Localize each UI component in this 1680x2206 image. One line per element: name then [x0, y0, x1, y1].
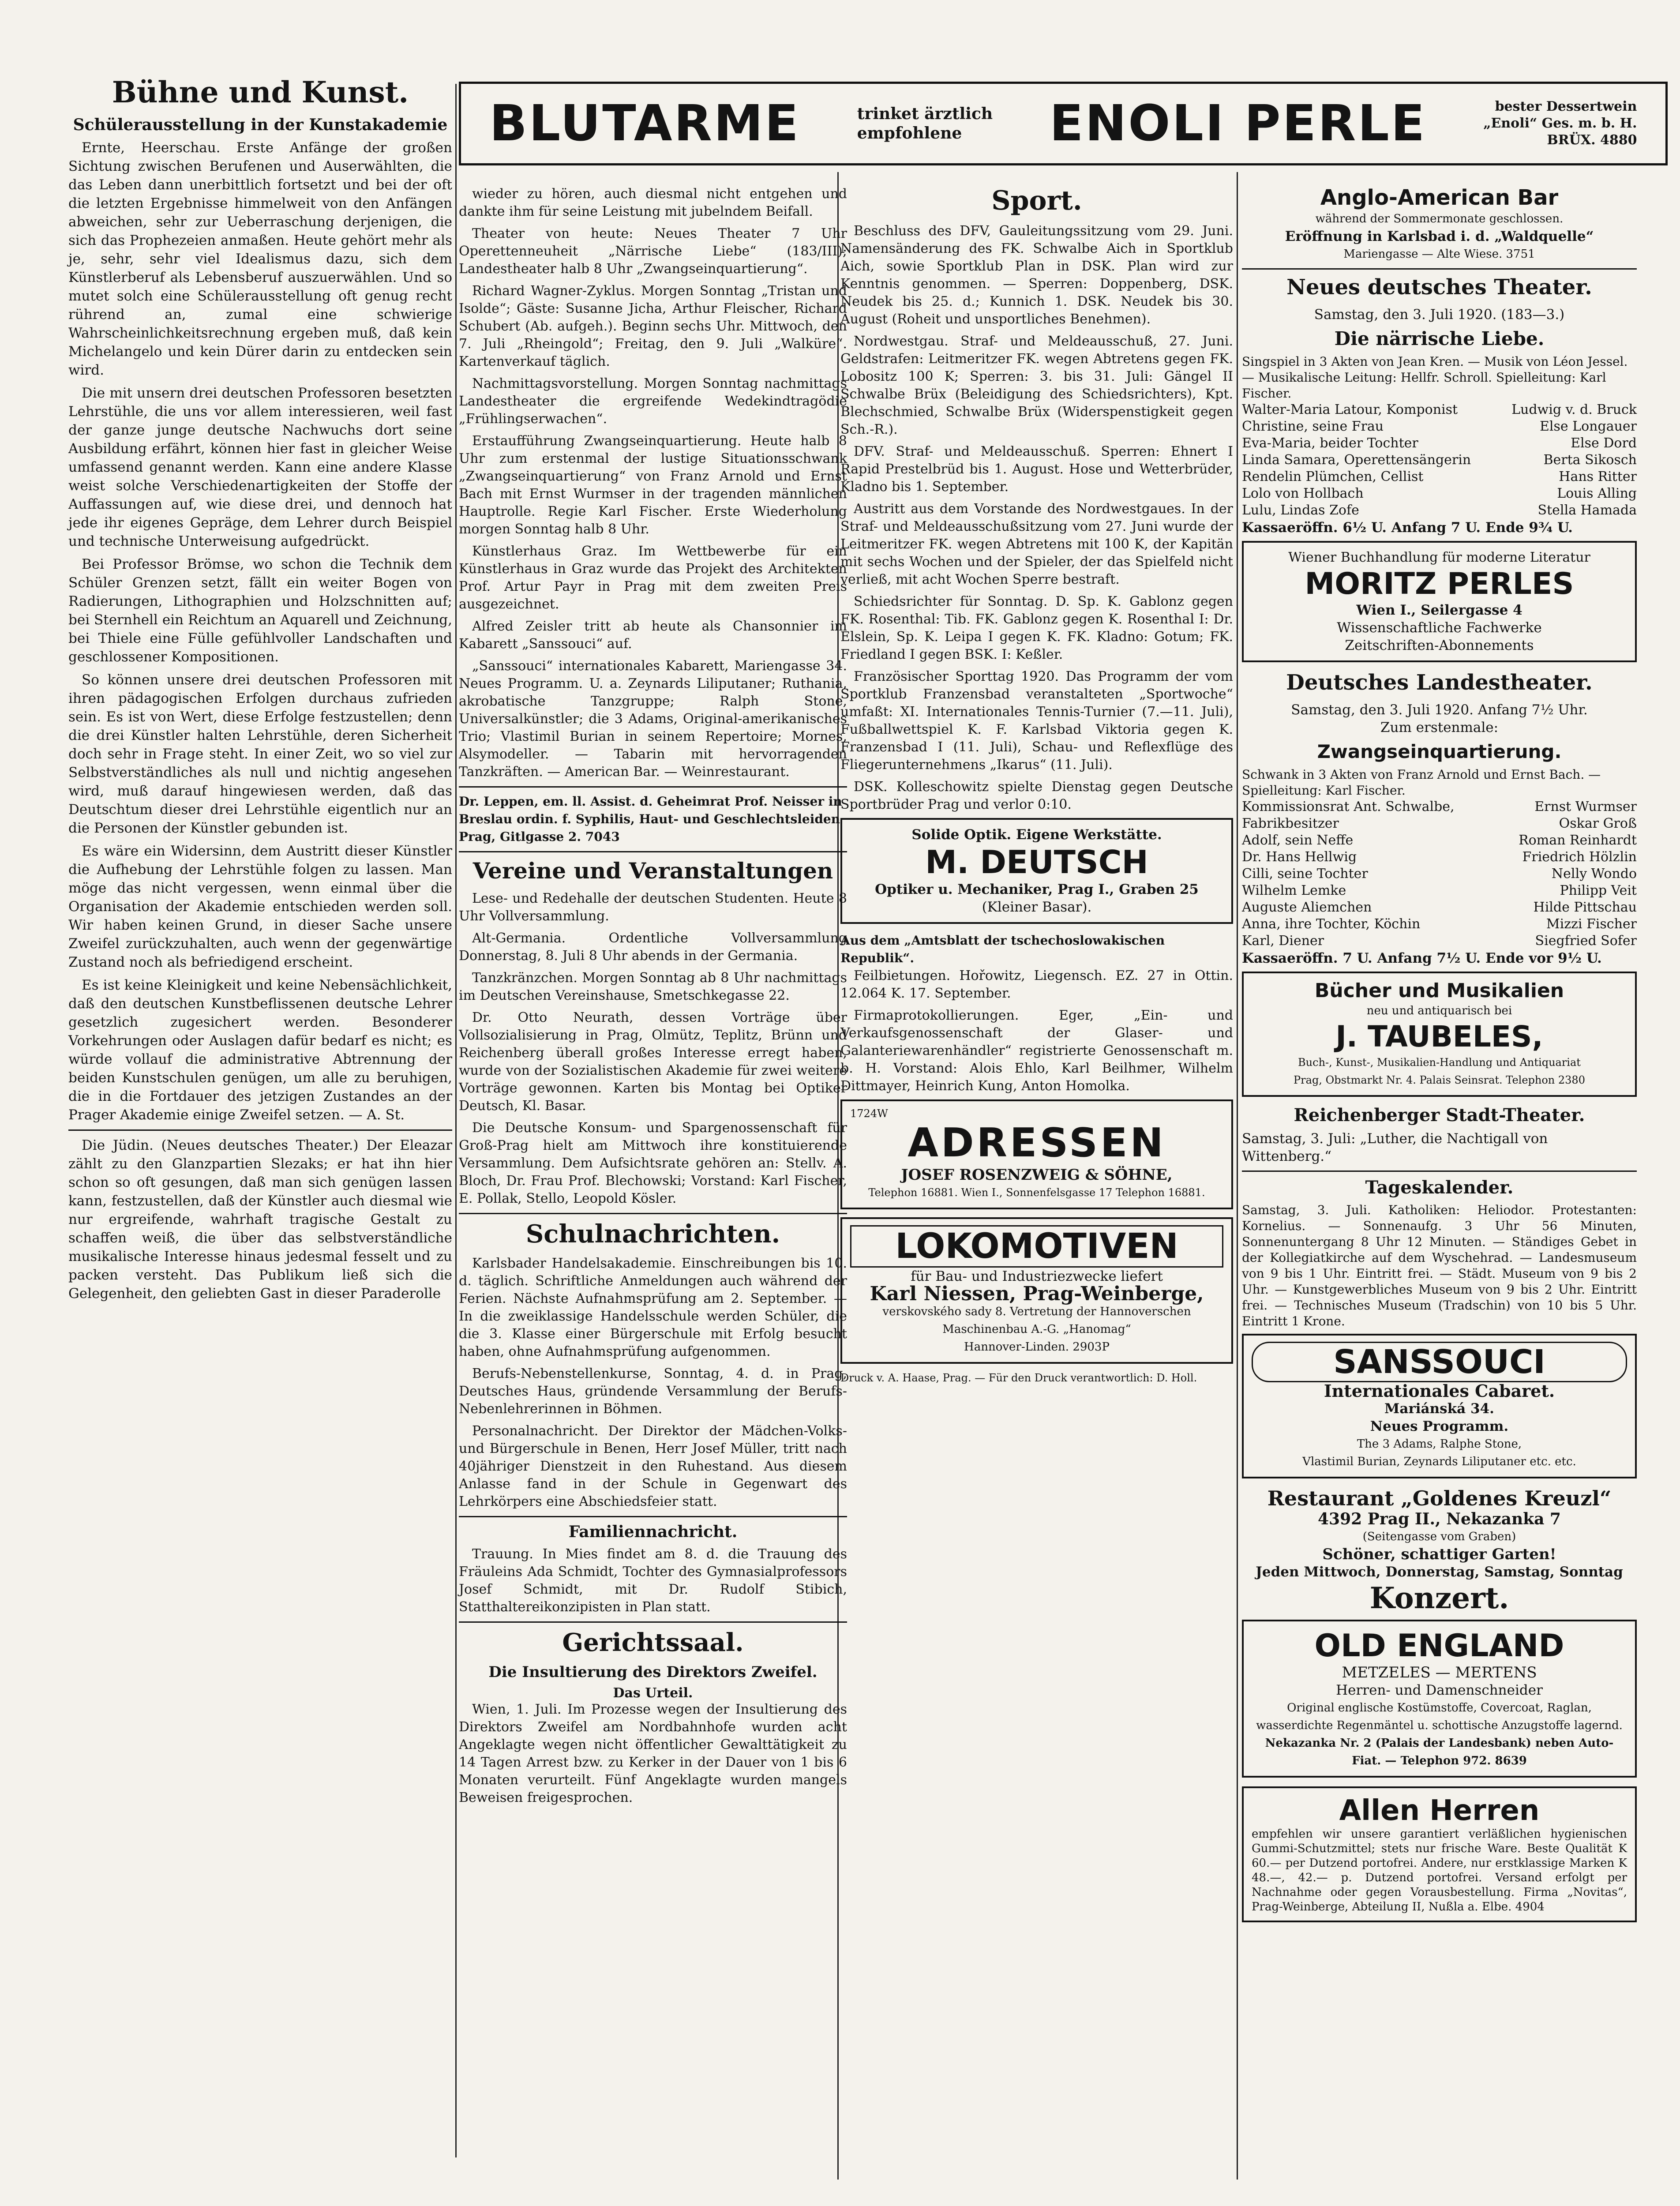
ad-line: Jeden Mittwoch, Donnerstag, Samstag, Sonntag: [1256, 1564, 1623, 1580]
ad-allen-herren: [1242, 1786, 1637, 1922]
ad-sanssouci: [1242, 1334, 1637, 1478]
column-rule: [455, 84, 457, 2157]
ad-brand: M. DEUTSCH: [925, 844, 1148, 881]
cast-row: [1242, 401, 1637, 418]
ad-line: Karl Niessen, Prag-Weinberge,: [870, 1283, 1204, 1305]
ad-deutsch-optik: [840, 818, 1233, 924]
banner-right-text: ENOLI PERLE: [1050, 95, 1427, 152]
cast-role: Dr. Hans Hellwig: [1242, 849, 1357, 865]
cast-role: Linda Samara, Operettensängerin: [1242, 452, 1471, 468]
calendar-text: Samstag, 3. Juli. Katholiken: Heliodor. Protestanten: Kornelius. — Sonnenaufg. 3 Uhr 56 Minuten, Sonnenuntergang 8 Uhr 12 Minuten. — Ständiges Gebet in der Kollegiatkirche auf dem Wyschehrad. — Landesmuseum von 9 bis 1 Uhr. Eintritt frei. — Städt. Museum von 9 bis 2 Uhr. — Kunstgewerbliches Museum von 9 bis 2 Uhr. Eintritt frei. — Technisches Museum (Tradschin) von 10 bis 5 Uhr. Eintritt 1 Krone.: [1242, 1203, 1637, 1328]
article-subtitle: Das Urteil.: [613, 1685, 693, 1701]
ad-code: 4392: [1318, 1510, 1362, 1528]
cast-actor: Oskar Groß: [1559, 816, 1637, 831]
cast-role: Kommissionsrat Ant. Schwalbe,: [1242, 799, 1455, 814]
cast-actor: Friedrich Hölzlin: [1522, 849, 1637, 865]
divider: [459, 1213, 847, 1214]
cast-list: [1242, 401, 1637, 519]
ad-line: Schöner, schattiger Garten!: [1322, 1546, 1556, 1563]
ad-line: METZELES — MERTENS: [1342, 1664, 1537, 1681]
article-paragraph: Karlsbader Handelsakademie. Einschreibungen bis 10. d. täglich. Schriftliche Anmeldungen auch während der Ferien. Nächste Aufnahmsprüfung am 2. September. — In die zweiklassige Handelsschule werden Schüler, die die 3. Klasse einer Bürgerschule mit Erfolg besucht haben, ohne Aufnahmsprüfung aufgenommen.: [459, 1256, 847, 1359]
article-paragraph: Ernte, Heerschau. Erste Anfänge der großen Sichtung zwischen Berufenen und Auserwählten, die das Leben dann unerbittlich fortsetzt und bei der oft die letzten Ergebnisse himmelweit von den Anfängen abweichen, sehr zur Ueberraschung derjenigen, die sich das Prophezeien anmaßen. Heute gehört mehr als je, sehr, sehr viel Idealismus dazu, sich dem Künstlerberuf als Lebensberuf auszuerwählen. Und so mutet solch eine Schülerausstellung oft genug recht rührend an, zumal eine schwierige Wahrscheinlichkeitsrechnung ergeben muß, daß kein Michelangelo und kein Dürer darin zu entdecken sein wird.: [68, 140, 452, 378]
ad-line: Mariánská 34.: [1384, 1401, 1494, 1417]
cast-role: Cilli, seine Tochter: [1242, 866, 1368, 882]
banner-r3: BRÜX.: [1547, 132, 1596, 148]
cast-role: Lulu, Lindas Zofe: [1242, 503, 1359, 518]
banner-r1: bester Dessertwein: [1495, 99, 1637, 114]
column-1: [68, 75, 452, 1307]
ad-firm: JOSEF ROSENZWEIG & SÖHNE,: [901, 1166, 1173, 1184]
article-paragraph: Es wäre ein Widersinn, dem Austritt dieser Künstler die Aufhebung der Lehrstühle folgen zu lassen. Man möge das nicht vergessen, wenn einmal über die Organisation der Akademie entschieden werden soll. Wir haben keinen Grund, in dieser Sache unsere Zweifel zurückzuhalten, auch wenn der gegenwärtige Zustand noch als befriedigend erscheint.: [68, 843, 452, 970]
theater-date: Samstag, den 3. Juli 1920. (183—3.): [1314, 307, 1565, 323]
ad-line: Vlastimil Burian, Zeynards Liliputaner etc. etc.: [1302, 1455, 1576, 1468]
article-paragraph: Berufs-Nebenstellenkurse, Sonntag, 4. d. in Prag, Deutsches Haus, gründende Versammlung der Berufs-Nebenlehrerinnen in Böhmen.: [459, 1366, 847, 1417]
article-paragraph: „Sanssouci“ internationales Kabarett, Mariengasse 34. Neues Programm. U. a. Zeynards Liliputaner; Ruthania, akrobatische Tanzgruppe; Ralph Stone, Universalkünstler; die 3 Adams, Original-amerikanisches Trio; Vlastimil Burian in seinem Repertoire; Mornes, Alsymodeller. — Tabarin mit hervorragenden Tanzkräften. — American Bar. — Weinrestaurant.: [459, 658, 847, 780]
section-title: Schulnachrichten.: [525, 1219, 780, 1249]
article-paragraph: Es ist keine Kleinigkeit und keine Nebensächlichkeit, daß den deutschen Kunstbeflissenen deutsche Lehrer gesetzlich zugesichert werden. Besonderer Vorkehrungen oder Auslagen dafür bedarf es nicht; es würde vollauf die administrative Abtrennung der beiden Kunstschulen genügen, um alle zu beruhigen, die in die Fortdauer des jetzigen Zustandes an der Prager Akademie einige Zweifel setzen. — A. St.: [68, 977, 452, 1123]
article-paragraph: Die Jüdin. (Neues deutsches Theater.) Der Eleazar zählt zu den Glanzpartien Slezaks; er hat ihn hier schon so oft gesungen, daß man sich genügen lassen kann, festzustellen, daß der Künstler auch diesmal wie nur ergreifende, wahrhaft tragische Gestalt zu schaffen weiß, die über das selbstverständliche musikalische Interesse hinaus jedesmal fesselt und zu packen versteht. Das Publikum ließ sich die Gelegenheit, den geliebten Gast in dieser Paraderolle: [68, 1137, 452, 1302]
article-paragraph: Trauung. In Mies findet am 8. d. die Trauung des Fräuleins Ada Schmidt, Tochter des Gymnasialprofessors Josef Schmidt, mit Dr. Rudolf Stibich, Statthaltereikonzipisten in Plan statt.: [459, 1546, 847, 1615]
ad-line: Buch-, Kunst-, Musikalien-Handlung und Antiquariat: [1298, 1056, 1581, 1069]
divider: [459, 1621, 847, 1623]
ad-line: Prag, Obstmarkt Nr. 4. Palais Seinsrat. Telephon 2380: [1294, 1074, 1585, 1086]
ad-line: Wiener Buchhandlung für moderne Literatur: [1288, 550, 1590, 565]
article-paragraph: Alfred Zeisler tritt ab heute als Chansonnier im Kabarett „Sanssouci“ auf.: [459, 619, 847, 652]
article-title: Schülerausstellung in der Kunstakademie: [73, 116, 448, 134]
cast-list: [1242, 799, 1637, 949]
ad-line: The 3 Adams, Ralphe Stone,: [1357, 1437, 1522, 1451]
theater-premiere-note: Zum erstenmale:: [1380, 720, 1499, 735]
ad-brand: ADRESSEN: [908, 1120, 1166, 1166]
divider: [459, 851, 847, 852]
ad-text: empfehlen wir unsere garantiert verläßlichen hygienischen Gummi-Schutzmittel; stets nur frische Ware. Beste Qualität K 60.— per Dutzend portofrei. Andere, nur erstklassige Marken K 48.—, 42.— p. Dutzend portofrei. Versand erfolgt per Nachnahme oder gegen Vorausbestellung. Firma „Novitas“, Prag-Weinberge, Abteilung II, Nußla a. Elbe. 4904: [1252, 1827, 1627, 1913]
divider: [1242, 268, 1637, 270]
cast-role: Walter-Maria Latour, Komponist: [1242, 402, 1458, 417]
ad-line: Zeitschriften-Abonnements: [1345, 638, 1534, 653]
cast-role: Eva-Maria, beider Tochter: [1242, 435, 1418, 451]
cast-actor: Siegfried Sofer: [1535, 933, 1637, 949]
cast-row: [1242, 485, 1637, 502]
ad-line: Wissenschaftliche Fachwerke: [1337, 620, 1542, 636]
article-paragraph: Austritt aus dem Vorstande des Nordwestgaues. In der Straf- und Meldeausschußsitzung vom 27. Juni wurde der Leitmeritzer FK. wegen Abtretens mit 100 K, der Kapitän mit sechs Wochen und der Spieler, der das Spielfeld nicht verließ, mit acht Wochen Sperre bestraft.: [840, 501, 1233, 587]
cast-row: [1242, 832, 1637, 849]
article-paragraph: Dr. Otto Neurath, dessen Vorträge über Vollsozialisierung in Prag, Olmütz, Teplitz, Brünn und Reichenberg überall großes Interesse erregt haben, wurde von der Sozialistischen Akademie für zwei weitere Vorträge gewonnen. Karten bis Montag bei Optiker Deutsch, Kl. Basar.: [459, 1010, 847, 1114]
cast-actor: Philipp Veit: [1560, 883, 1637, 898]
article-paragraph: DSK. Kolleschowitz spielte Dienstag gegen Deutsche Sportbrüder Prag und verlor 0:10.: [840, 779, 1233, 812]
play-title: Zwangseinquartierung.: [1317, 741, 1562, 762]
ad-brand: SANSSOUCI: [1252, 1342, 1627, 1382]
ad-line: neu und antiquarisch bei: [1366, 1004, 1512, 1017]
cast-row: [1242, 469, 1637, 485]
ad-anglo-american-bar: [1242, 185, 1637, 263]
cast-row: [1242, 799, 1637, 815]
ad-brand: LOKOMOTIVEN: [850, 1225, 1223, 1268]
cast-role: Lolo von Hollbach: [1242, 486, 1364, 501]
theater-title: Reichenberger Stadt-Theater.: [1294, 1105, 1585, 1126]
article-paragraph: Feilbietungen. Hořowitz, Liegensch. EZ. 27 in Ottin. 12.064 K. 17. September.: [840, 968, 1233, 1001]
cast-role: Karl, Diener: [1242, 933, 1324, 949]
ad-brand: OLD ENGLAND: [1314, 1628, 1564, 1664]
cast-row: [1242, 452, 1637, 469]
cast-actor: Hans Ritter: [1559, 469, 1637, 484]
cast-row: [1242, 435, 1637, 452]
banner-mid2: empfohlene: [857, 124, 962, 143]
cast-actor: Hilde Pittschau: [1533, 900, 1637, 915]
article-paragraph: Firmaprotokollierungen. Eger, „Ein- und Verkaufsgenossenschaft der Glaser- und Galanteriewarenhändler“ registrierte Genossenschaft m. b. H. Vorstand: Alois Ehlo, Karl Beilhmer, Wilhelm Dittmayer, Heinrich Kung, Anton Homolka.: [840, 1008, 1233, 1094]
cast-row: [1242, 418, 1637, 435]
divider: [459, 786, 847, 788]
banner-mid1: trinket ärztlich: [857, 105, 993, 123]
ad-line: Internationales Cabaret.: [1324, 1381, 1555, 1401]
ad-line: Mariengasse — Alte Wiese. 3751: [1343, 248, 1535, 261]
cast-row: [1242, 933, 1637, 949]
article-paragraph: Theater von heute: Neues Theater 7 Uhr Operettenneuheit „Närrische Liebe“ (183/III); Landestheater halb 8 Uhr „Zwangseinquartierung“.: [459, 226, 847, 277]
article-paragraph: So können unsere drei deutschen Professoren mit ihren pädagogischen Erfolgen durchaus zufrieden sein. Es ist von Wert, diese Erfolge festzustellen; denn die drei Künstler halten Lehrstühle, deren Sicherheit doch sehr in Frage steht. In einer Zeit, wo so viel zur Selbstverständliches als null und nichtig angesehen wird, muß darauf hingewiesen werden, daß das Deutschtum dieser drei Lehrstühle eigentlich nur an die Personen der Künstler gebunden ist.: [68, 672, 452, 836]
section-title: Sport.: [991, 185, 1082, 216]
article-paragraph: Wien, 1. Juli. Im Prozesse wegen der Insultierung des Direktors Zweifel am Nordbahnhofe wurden acht Angeklagte wegen nicht öffentlicher Gewalttätigkeit zu 14 Tagen Arrest bzw. zu Kerker in der Dauer von 1 bis 6 Monaten verurteilt. Fünf Angeklagte wurden mangels Beweisen freigesprochen.: [459, 1702, 847, 1805]
cast-actor: Stella Hamada: [1538, 503, 1637, 518]
cast-role: Fabrikbesitzer: [1242, 816, 1339, 831]
ad-title: Anglo-American Bar: [1320, 185, 1559, 210]
ad-lokomotiven: [840, 1217, 1233, 1364]
printer-footer: Druck v. A. Haase, Prag. — Für den Druck verantwortlich: D. Holl.: [840, 1372, 1197, 1384]
banner-left-text: BLUTARME: [489, 95, 800, 152]
calendar-title: Tageskalender.: [1365, 1177, 1514, 1198]
cast-role: Rendelin Plümchen, Cellist: [1242, 469, 1424, 484]
article-paragraph: Künstlerhaus Graz. Im Wettbewerbe für ein Künstlerhaus in Graz wurde das Projekt des Architekten Prof. Artur Payr in Prag mit dem zweiten Preis ausgezeichnet.: [459, 544, 847, 612]
doctor-notice: Dr. Leppen, em. ll. Assist. d. Geheimrat Prof. Neisser in Breslau ordin. f. Syphilis, Haut- und Geschlechtsleiden Prag, Gitlgasse 2. 7043: [459, 794, 842, 844]
article-title: Die Insultierung des Direktors Zweifel.: [488, 1663, 818, 1681]
ad-line: Wien I., Seilergasse 4: [1356, 602, 1522, 618]
cast-actor: Roman Reinhardt: [1519, 833, 1637, 848]
ad-line: während der Sommermonate geschlossen.: [1315, 212, 1564, 225]
column-4: [1242, 185, 1637, 1930]
article-paragraph: Nachmittagsvorstellung. Morgen Sonntag nachmittags Landestheater die ergreifende Wedekindtragödie „Frühlingserwachen“.: [459, 376, 847, 427]
theater-title: Deutsches Landestheater.: [1286, 670, 1593, 695]
ad-address: Telephon 16881. Wien I., Sonnenfelsgasse 17 Telephon 16881.: [868, 1186, 1205, 1199]
cast-actor: Else Longauer: [1540, 419, 1637, 434]
banner-r3-row: [1483, 132, 1637, 149]
ad-brand: J. TAUBELES,: [1335, 1020, 1543, 1054]
cast-actor: Berta Sikosch: [1543, 452, 1637, 468]
ad-goldenes-kreuzl: [1242, 1486, 1637, 1615]
ad-address: Prag II., Nekazanka 7: [1367, 1510, 1561, 1528]
article-paragraph: Die Deutsche Konsum- und Spargenossenschaft für Groß-Prag hielt am Mittwoch ihre konstituierende Versammlung. Dem Aufsichtsrate gehören an: Stellv. A. Bloch, Dr. Frau Prof. Blechowski; Vorstand: Karl Fischer, E. Pollak, Stello, Leopold Kösler.: [459, 1120, 847, 1206]
ad-adressen: [840, 1099, 1233, 1209]
section-title: Gerichtssaal.: [562, 1628, 744, 1657]
cast-role: Wilhelm Lemke: [1242, 883, 1346, 898]
ad-line: (Seitengasse vom Graben): [1362, 1530, 1516, 1543]
column-2: [459, 185, 847, 1811]
cast-row: [1242, 849, 1637, 866]
article-paragraph: Bei Professor Brömse, wo schon die Technik dem Schüler Grenzen setzt, fällt ein weiter Bogen von Radierungen, Lithographien und Holzschnitten auf; bei Sternhell ein Reichtum an Aquarell und Zeichnung, bei Thiele eine Fülle gefühlvoller Landschaften und geschlossener Kompositionen.: [68, 556, 452, 665]
divider: [1242, 1171, 1637, 1172]
ad-line: Nekazanka Nr. 2 (Palais der Landesbank) neben Auto-Fiat. — Telephon 972. 8639: [1265, 1737, 1614, 1767]
cast-row: [1242, 502, 1637, 519]
cast-actor: Louis Alling: [1557, 486, 1637, 501]
article-paragraph: Richard Wagner-Zyklus. Morgen Sonntag „Tristan und Isolde“; Gäste: Susanne Jicha, Arthur Fleischer, Richard Schubert (Ab. aufgeh.). Beginn sechs Uhr. Mittwoch, den 7. Juli „Rheingold“; Freitag, den 9. Juli „Walküre“. Kartenverkauf täglich.: [459, 283, 847, 369]
cast-row: [1242, 916, 1637, 933]
amtsblatt-title: Aus dem „Amtsblatt der tschechoslowakischen Republik“.: [840, 933, 1165, 965]
ad-line: Original englische Kostümstoffe, Covercoat, Raglan, wasserdichte Regenmäntel u. schottische Anzugstoffe lagernd.: [1256, 1701, 1623, 1732]
ad-moritz-perles: [1242, 541, 1637, 662]
theater-info: Samstag, 3. Juli: „Luther, die Nachtigall von Wittenberg.“: [1242, 1131, 1548, 1164]
ad-line: Eröffnung in Karlsbad i. d. „Waldquelle“: [1285, 229, 1594, 244]
cast-actor: Ludwig v. d. Bruck: [1511, 402, 1637, 417]
divider: [459, 1516, 847, 1517]
divider: [68, 1129, 452, 1131]
banner-middle: [857, 104, 993, 143]
ad-title: Bücher und Musikalien: [1314, 979, 1564, 1002]
ad-line: Solide Optik. Eigene Werkstätte.: [911, 827, 1162, 843]
article-paragraph: wieder zu hören, auch diesmal nicht entgehen und dankte ihm für seine Leistung mit jubelndem Beifall.: [459, 186, 847, 219]
section-title: Familiennachricht.: [568, 1523, 738, 1541]
cast-role: Auguste Aliemchen: [1242, 900, 1372, 915]
article-paragraph: Französischer Sporttag 1920. Das Programm der vom Sportklub Franzensbad veranstalteten „Sportwoche“ umfaßt: XI. Internationales Tennis-Turnier (7.—11. Juli), Fußballwettspiel K. F. Karlsbad Viktoria gegen K. Franzensbad I (11. Juli), Schau- und Reflexflüge des Fliegerunternehmens „Ikarus“ (11. Juli).: [840, 669, 1233, 773]
article-paragraph: DFV. Straf- und Meldeausschuß. Sperren: Ehnert I Rapid Prestelbrüd bis 1. August. Hose und Wetterbrüder, Kladno bis 1. September.: [840, 444, 1233, 495]
article-paragraph: Lese- und Redehalle der deutschen Studenten. Heute 8 Uhr Vollversammlung.: [459, 891, 847, 924]
ad-old-england: [1242, 1620, 1637, 1778]
theater-title: Neues deutsches Theater.: [1286, 275, 1592, 300]
ad-line: Neues Programm.: [1370, 1418, 1509, 1434]
section-title: Bühne und Kunst.: [112, 75, 409, 109]
cast-actor: Else Dord: [1571, 435, 1637, 451]
ad-brand: Konzert.: [1369, 1581, 1509, 1615]
cast-actor: Ernst Wurmser: [1534, 799, 1637, 814]
column-3: [840, 185, 1233, 1384]
cast-row: [1242, 815, 1637, 832]
article-paragraph: Beschluss des DFV, Gauleitungssitzung vom 29. Juni. Namensänderung des FK. Schwalbe Aich in Sportklub Aich, sowie Sportklub Plan in DSK. Plan wird zur Kenntnis genommen. — Sperren: Doppenberg, DSK. Neudek bis 25. d.; Kunnich 1. DSK. Neudek bis 30. August (Roheit und unsportliches Benehmen).: [840, 223, 1233, 327]
ad-line: Hannover-Linden. 2903P: [964, 1340, 1110, 1354]
cast-role: Anna, ihre Tochter, Köchin: [1242, 916, 1421, 932]
ad-code: 1724W: [850, 1107, 888, 1120]
cast-row: [1242, 899, 1637, 916]
article-paragraph: Nordwestgau. Straf- und Meldeausschuß, 27. Juni. Geldstrafen: Leitmeritzer FK. wegen Abtretens gegen FK. Lobositz 100 K; Sperren: 3. bis 31. Juli: Gängel II Schwalbe Brüx (Beleidigung des Schiedsrichters), Kpt. Blechschmied, Schwalbe Brüx (Widerspenstigkeit gegen Sch.-R.).: [840, 334, 1233, 437]
cast-role: Adolf, sein Neffe: [1242, 833, 1354, 848]
ad-line: verskovského sady 8. Vertretung der Hannoverschen Maschinenbau A.-G. „Hanomag“: [882, 1305, 1191, 1336]
cast-row: [1242, 866, 1637, 882]
article-paragraph: Die mit unsern drei deutschen Professoren besetzten Lehrstühle, die uns vor allem interessieren, weil fast der ganze junge deutsche Nachwuchs dort seine Ausbildung erfährt, können hier fast in gleicher Weise umfassend genannt werden. Kann eine andere Klasse weist solche Verschiedenartigkeiten der Stoffe der Auffassungen auf, wie diese drei, und dennoch hat jede ihr eigenes Gepräge, dem Lehrer durch Beispiel und technische Unterweisung aufgedrückt.: [68, 385, 452, 549]
play-info: Singspiel in 3 Akten von Jean Kren. — Musik von Léon Jessel. — Musikalische Leitung: Hellfr. Schroll. Spielleitung: Karl Fischer.: [1242, 354, 1628, 401]
theater-date: Samstag, den 3. Juli 1920. Anfang 7½ Uhr.: [1291, 702, 1588, 718]
column-rule: [1237, 172, 1238, 2180]
ad-brand: MORITZ PERLES: [1305, 567, 1574, 601]
ad-line: Herren- und Damenschneider: [1336, 1682, 1543, 1698]
cast-row: [1242, 882, 1637, 899]
cast-actor: Nelly Wondo: [1551, 866, 1637, 882]
article-paragraph: Tanzkränzchen. Morgen Sonntag ab 8 Uhr nachmittags im Deutschen Vereinshause, Smetschkegasse 22.: [459, 970, 847, 1003]
ad-line: für Bau- und Industriezwecke liefert: [911, 1268, 1163, 1284]
cast-role: Christine, seine Frau: [1242, 419, 1384, 434]
theater-times: Kassaeröffn. 6½ U. Anfang 7 U. Ende 9¾ U.: [1242, 520, 1573, 536]
ad-title: Restaurant „Goldenes Kreuzl“: [1267, 1486, 1612, 1510]
play-info: Schwank in 3 Akten von Franz Arnold und Ernst Bach. — Spielleitung: Karl Fischer.: [1242, 767, 1601, 798]
ad-taubeles: [1242, 972, 1637, 1097]
banner-right-info: [1483, 98, 1637, 149]
ad-line: (Kleiner Basar).: [982, 899, 1092, 915]
cast-actor: Mizzi Fischer: [1546, 916, 1637, 932]
ad-line: Optiker u. Mechaniker, Prag I., Graben 25: [875, 882, 1199, 897]
play-title: Die närrische Liebe.: [1334, 328, 1545, 349]
banner-r4: 4880: [1600, 132, 1637, 148]
article-paragraph: Erstaufführung Zwangseinquartierung. Heute halb 8 Uhr zum erstenmal der lustige Situationsschwank „Zwangseinquartierung“ von Franz Arnold und Ernst Bach mit Ernst Wurmser in der tragenden männlichen Hauptrolle. Regie Karl Fischer. Erste Wiederholung morgen Sonntag halb 8 Uhr.: [459, 433, 847, 537]
banner-r2: „Enoli“ Ges. m. b. H.: [1483, 116, 1637, 131]
ad-address-row: [1242, 1510, 1637, 1528]
ad-brand: Allen Herren: [1339, 1794, 1540, 1827]
top-banner-ad: [459, 82, 1668, 165]
article-paragraph: Personalnachricht. Der Direktor der Mädchen-Volks- und Bürgerschule in Benen, Herr Josef Müller, tritt nach 40jähriger Dienstzeit in den Ruhestand. Aus diesem Anlasse fand in der Schule in Gegenwart des Lehrkörpers eine Abschiedsfeier statt.: [459, 1423, 847, 1509]
section-title: Vereine und Veranstaltungen: [472, 858, 833, 884]
article-paragraph: Schiedsrichter für Sonntag. D. Sp. K. Gablonz gegen FK. Rosenthal: Tib. FK. Gablonz gegen K. Rosenthal I: Dr. Elslein, Sp. K. Leipa I gegen K. FK. Kladno: Gotum; FK. Friedland I gegen BSK. I: Keßler.: [840, 594, 1233, 662]
article-paragraph: Alt-Germania. Ordentliche Vollversammlung Donnerstag, 8. Juli 8 Uhr abends in der Germania.: [459, 930, 847, 964]
theater-times: Kassaeröffn. 7 U. Anfang 7½ U. Ende vor 9½ U.: [1242, 950, 1602, 966]
